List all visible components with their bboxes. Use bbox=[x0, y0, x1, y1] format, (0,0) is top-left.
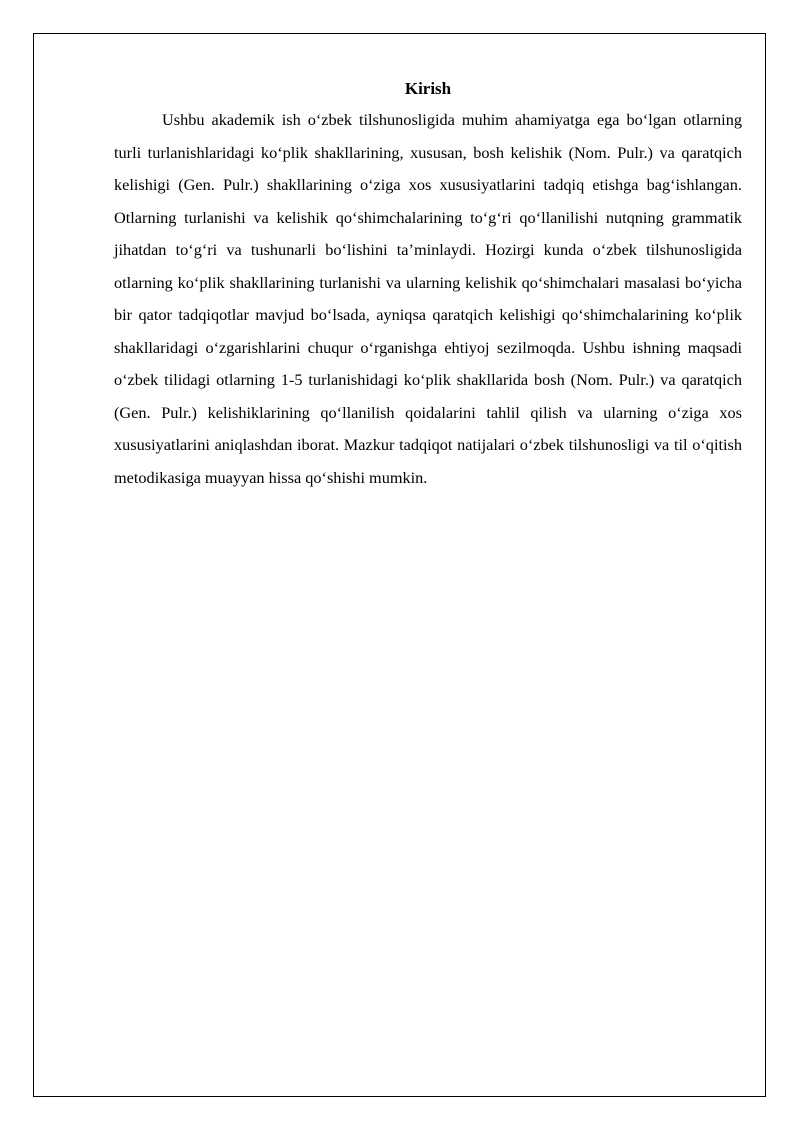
document-body bbox=[114, 74, 742, 494]
section-title: Kirish bbox=[404, 79, 452, 98]
intro-paragraph: Ushbu akademik ish o‘zbek tilshunosligida muhim ahamiyatga ega bo‘lgan otlarning turli turlanishlaridagi ko‘plik shakllarining, xususan, bosh kelishik (Nom. Pulr.) va qaratqich kelishigi (Gen. Pulr.) shakllarining o‘ziga xos xususiyatlarini tadqiq etishga bag‘ishlangan. Otlarning turlanishi va kelishik qo‘shimchalarining to‘g‘ri qo‘llanilishi nutqning grammatik jihatdan to‘g‘ri va tushunarli bo‘lishini ta’minlaydi. Hozirgi kunda o‘zbek tilshunosligida otlarning ko‘plik shakllarining turlanishi va ularning kelishik qo‘shimchalari masalasi bo‘yicha bir qator tadqiqotlar mavjud bo‘lsada, ayniqsa qaratqich kelishigi qo‘shimchalarining ko‘plik shakllaridagi o‘zgarishlarini chuqur o‘rganishga ehtiyoj sezilmoqda. Ushbu ishning maqsadi o‘zbek tilidagi otlarning 1-5 turlanishidagi ko‘plik shakllarida bosh (Nom. Pulr.) va qaratqich (Gen. Pulr.) kelishiklarining qo‘llanilish qoidalarini tahlil qilish va ularning o‘ziga xos xususiyatlarini aniqlashdan iborat. Mazkur tadqiqot natijalari o‘zbek tilshunosligi va til o‘qitish metodikasiga muayyan hissa qo‘shishi mumkin. bbox=[114, 110, 742, 487]
